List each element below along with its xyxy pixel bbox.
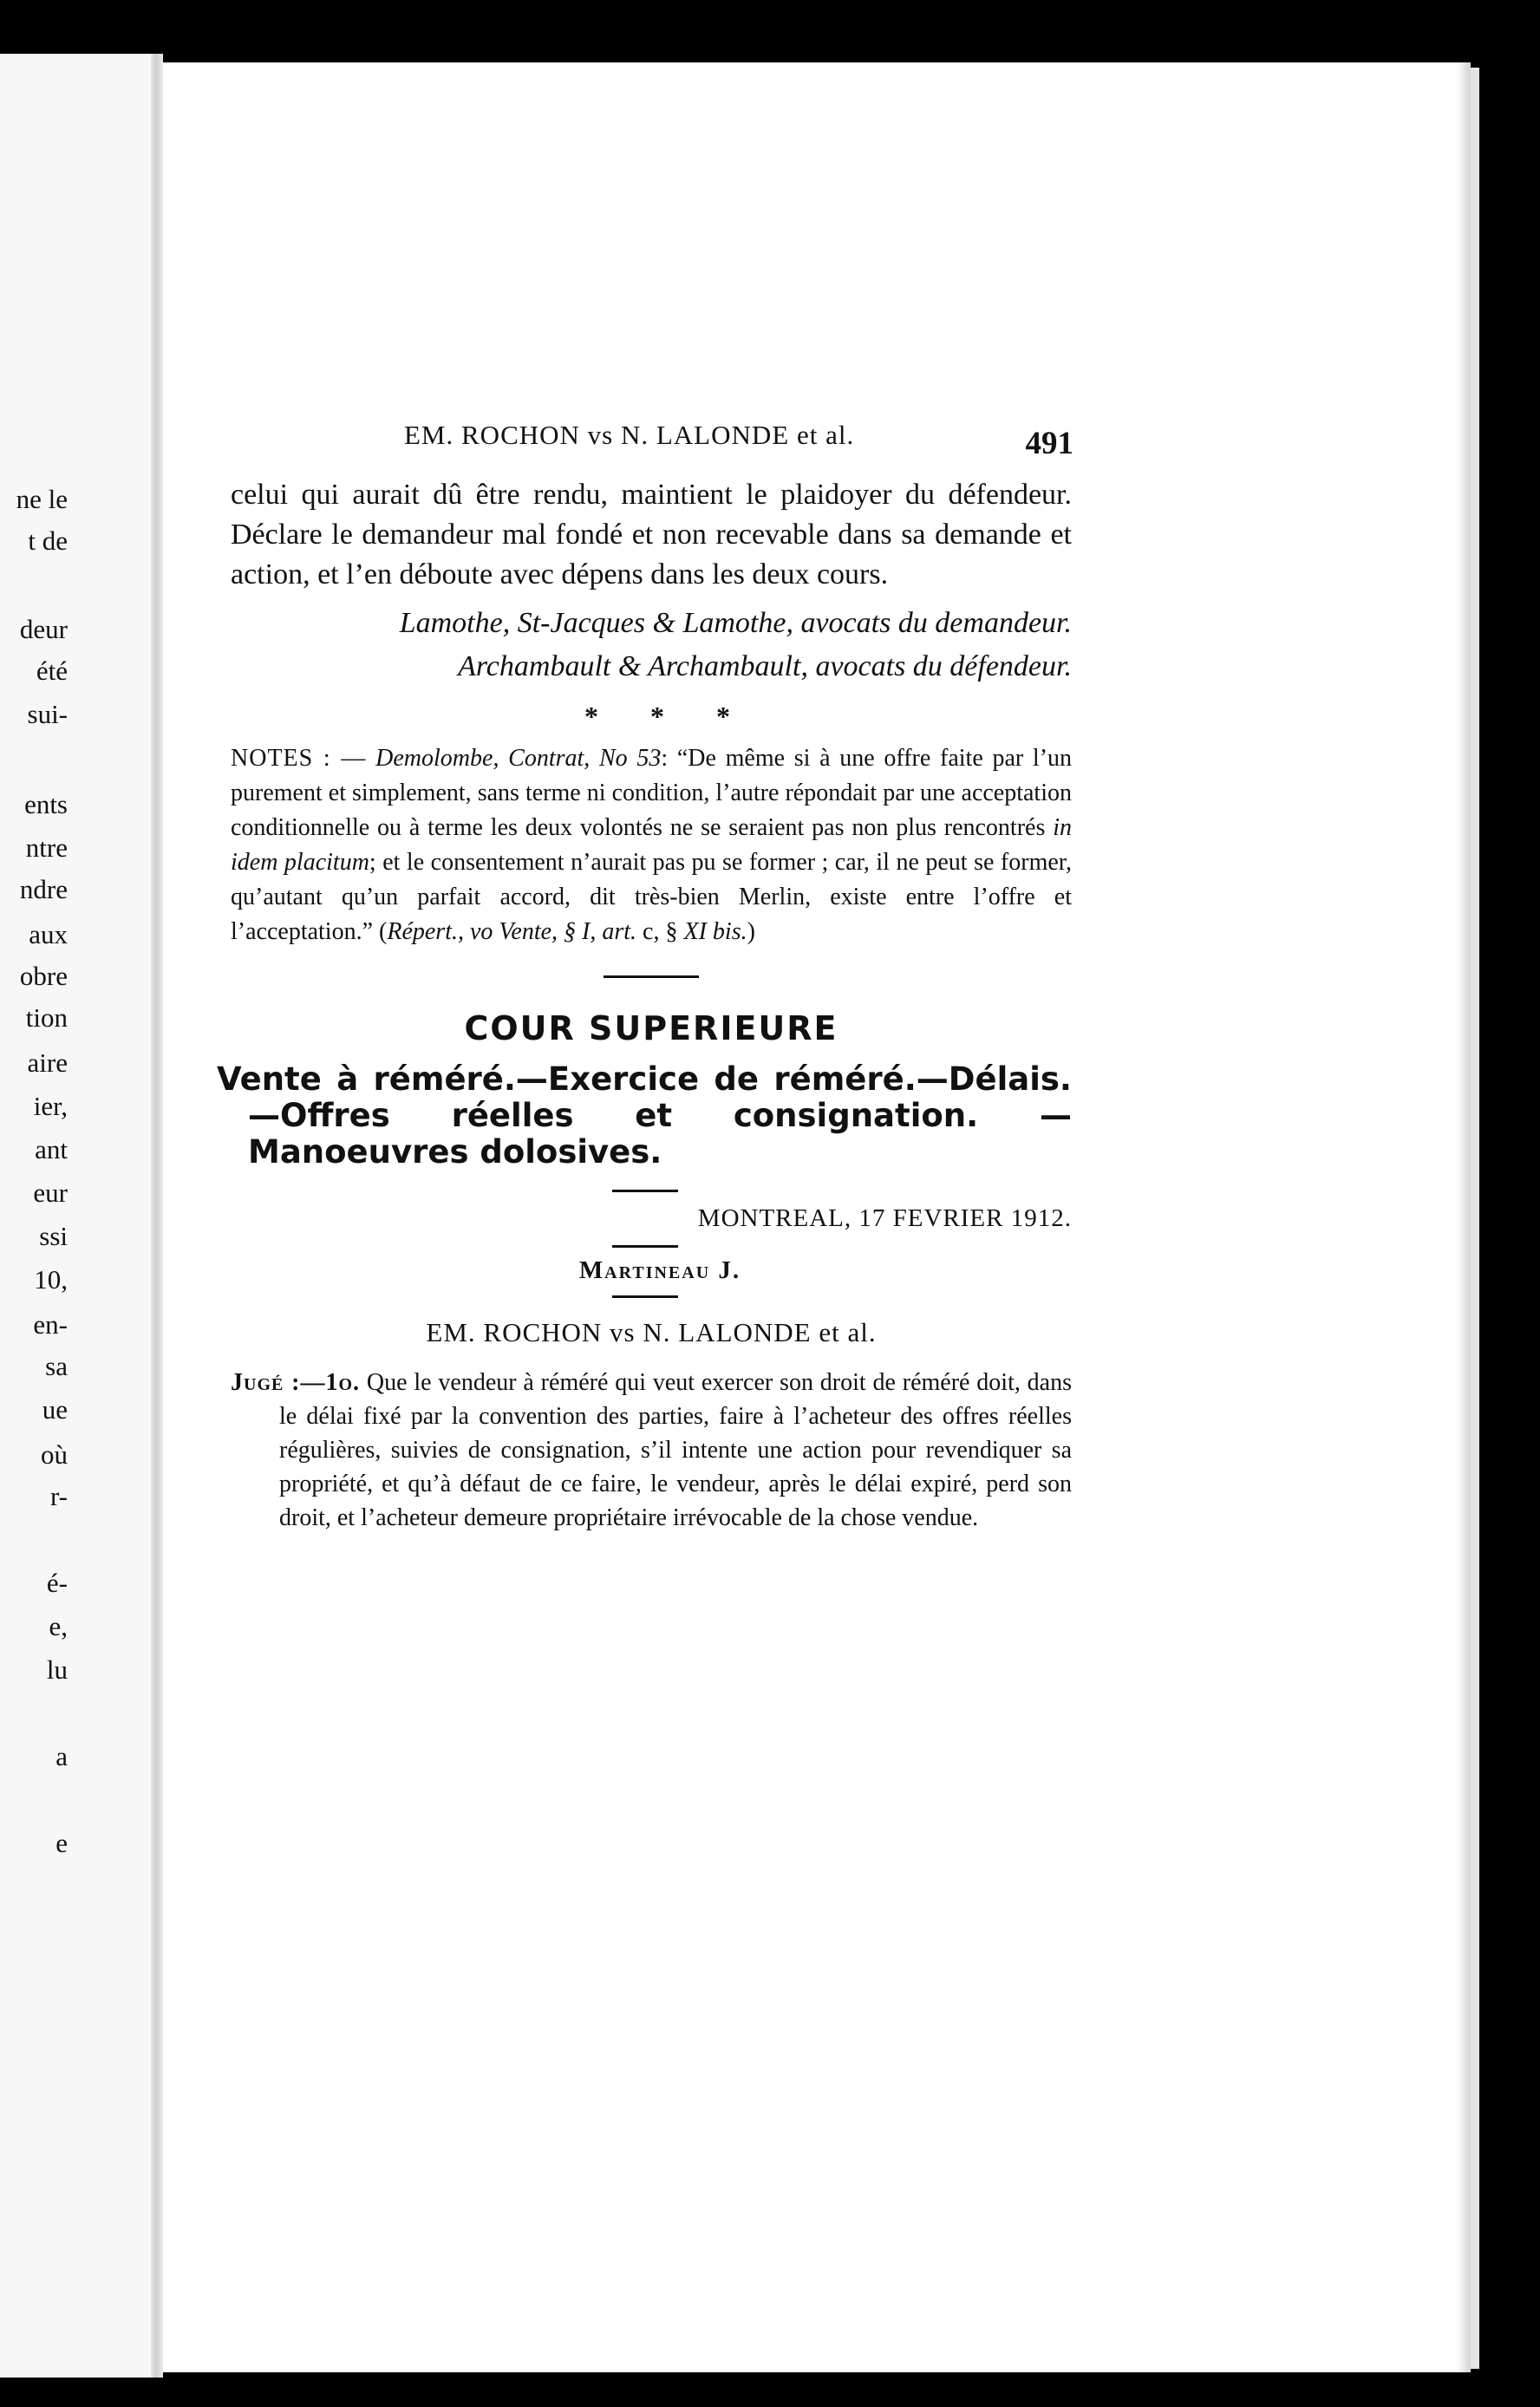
- book-gutter: [151, 54, 163, 2378]
- previous-page-fragment: ue: [42, 1394, 68, 1425]
- previous-page-fragment: tion: [25, 1002, 68, 1033]
- previous-page-fragment: eur: [33, 1177, 68, 1208]
- plaintiff-counsel: Lamothe, St-Jacques & Lamothe, avocats du demandeur.: [399, 607, 1072, 639]
- previous-page-fragment: obre: [19, 961, 68, 991]
- holding-paragraph: [231, 1366, 1072, 1535]
- page-content: [217, 420, 1073, 1535]
- case-parties: EM. ROCHON vs N. LALONDE et al.: [426, 1317, 877, 1347]
- previous-page-fragment: sui-: [27, 699, 68, 729]
- previous-page-fragment: aux: [29, 919, 68, 949]
- running-head-title: EM. ROCHON vs N. LALONDE et al.: [404, 420, 855, 450]
- section-rule: [604, 975, 699, 978]
- previous-page-fragment: sa: [45, 1351, 68, 1381]
- court-title: COUR SUPERIEURE: [464, 1009, 839, 1047]
- rule-before-parties: [612, 1295, 678, 1298]
- previous-page-fragment: é-: [46, 1568, 68, 1598]
- notes-citation: Demolombe, Contrat, No 53: [375, 745, 662, 772]
- previous-page-fragment: 10,: [34, 1264, 68, 1295]
- previous-page-fragment: ents: [24, 789, 68, 819]
- notes-latin: in idem placitum: [231, 814, 1072, 876]
- previous-page-fragment: aire: [27, 1047, 68, 1078]
- previous-page-fragment: deur: [19, 614, 68, 644]
- previous-page-fragment: t de: [28, 525, 68, 556]
- previous-page-fragment: en-: [33, 1309, 68, 1340]
- notes-text-4: ): [747, 918, 755, 945]
- page-edge: [1471, 68, 1479, 2369]
- holding-text: Que le vendeur à réméré qui veut exercer son droit de réméré doit, dans le délai fixé par la convention des parties, faire à l’acheteur des offres réelles régulières, suivies de consignation, s’il intente une action pour revendiquer sa propriété, et qu’à défaut de ce faire, le vendeur, après le délai expiré, perd son droit, et l’acheteur demeure propriétaire irrévocable de la chose vendue.: [279, 1369, 1073, 1531]
- notes-text-2: ; et le consentement n’aurait pas pu se former ; car, il ne peut se former, qu’autant qu’un parfait accord, dit très-bien Merlin, existe entre l’offre et l’acceptation.” (: [231, 849, 1072, 945]
- page-number: 491: [1025, 426, 1073, 461]
- notes-reference-2: XI bis.: [683, 918, 747, 945]
- rule-before-judge: [612, 1245, 678, 1248]
- previous-page-fragment: e: [55, 1828, 68, 1858]
- notes-text-1: : “De même si à une offre faite par l’un purement et simplement, sans terme ni condition, l’autre répondait par une acceptation conditionnelle ou à terme les deux volontés ne se seraient pas non plus rencontrés: [231, 745, 1073, 841]
- previous-page-fragment: ier,: [33, 1091, 68, 1121]
- defendant-counsel: Archambault & Archambault, avocats du défendeur.: [458, 650, 1072, 682]
- previous-page-fragment: ant: [35, 1134, 68, 1164]
- notes-reference: Répert., vo Vente, § I, art.: [387, 918, 637, 945]
- previous-page-fragment: où: [41, 1439, 68, 1470]
- previous-page-fragment: ndre: [19, 874, 68, 904]
- holding-label: Jugé :—1o.: [231, 1369, 361, 1396]
- judge-name: Martineau J.: [578, 1256, 741, 1284]
- section-separator: * * *: [584, 701, 753, 732]
- previous-page-fragment: a: [55, 1741, 68, 1771]
- previous-page-fragment: r-: [49, 1481, 68, 1511]
- previous-page-margin: [0, 54, 161, 2378]
- opening-paragraph: celui qui aurait dû être rendu, maintient le plaidoyer du défendeur. Déclare le demandeur mal fondé et non recevable dans sa demande et action, et l’en déboute avec dépens dans les deux cours.: [231, 479, 1072, 590]
- previous-page-fragment: ssi: [39, 1221, 68, 1251]
- previous-page-fragment: lu: [46, 1654, 68, 1685]
- previous-page-fragment: été: [36, 656, 68, 686]
- case-rubric: Vente à réméré.—Exercice de réméré.—Délais. —Offres réelles et consignation. — Manoeuvres dolosives.: [217, 1060, 1072, 1171]
- previous-page-fragment: ne le: [16, 484, 68, 514]
- place-date: MONTREAL, 17 FEVRIER 1912.: [697, 1204, 1072, 1232]
- rule-before-place: [612, 1190, 678, 1192]
- notes-lead: NOTES : —: [231, 745, 367, 772]
- previous-page-fragment: ntre: [25, 832, 68, 863]
- notes-paragraph: [231, 741, 1072, 949]
- previous-page-fragment: e,: [49, 1611, 68, 1641]
- notes-text-3: c, §: [643, 918, 678, 945]
- running-head: [231, 420, 1072, 468]
